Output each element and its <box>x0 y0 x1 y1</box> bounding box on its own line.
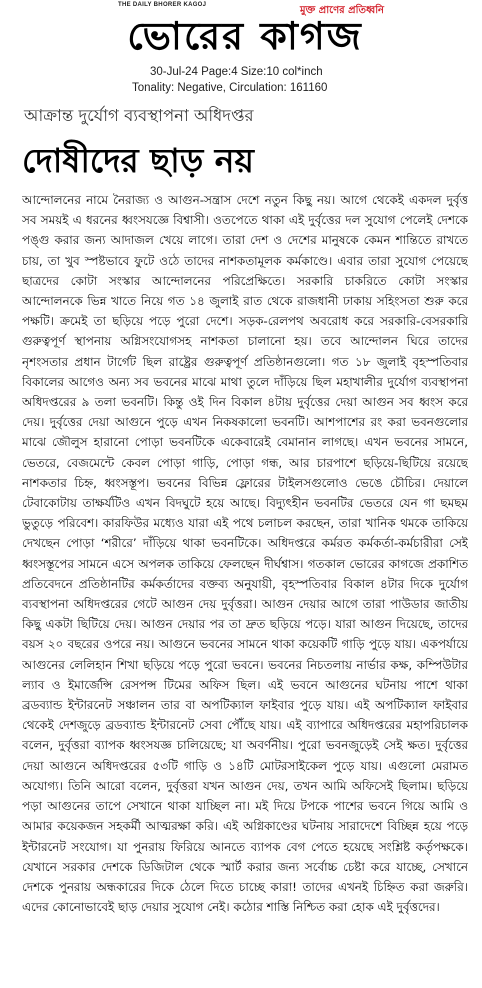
article-headline: দোষীদের ছাড় নয় <box>22 141 254 180</box>
newspaper-masthead <box>0 0 482 64</box>
paper-tagline: মুক্ত প্রাণের প্রতিধ্বনি <box>300 5 385 16</box>
article-body: আন্দোলনের নামে নৈরাজ্য ও আগুন-সন্ত্রাস দেশে নতুন কিছু নয়। আগে থেকেই একদল দুর্বৃত্ত সব সময়ই এ ধরনের ধ্বংসযজ্ঞে বিশ্বাসী। ওতপেতে থাকা এই দুর্বৃত্তের দল সুযোগ পেলেই দেশকে পঙ্গু করার জন্য আদাজল খেয়ে লাগে। তারা দেশ ও দেশের মানুষকে কেমন শান্তিতে রাখতে চায়, তা খুব স্পষ্টভাবে ফুটে ওঠে তাদের নাশকতামূলক কর্মকাণ্ডে। এবার তারা সুযোগ পেয়েছে ছাত্রদের কোটা সংস্কার আন্দোলনের পরিপ্রেক্ষিতে। সরকারি চাকরিতে কোটা সংস্কার আন্দোলনকে ভিন্ন খাতে নিয়ে গত ১৪ জুলাই রাত থেকে রাজধানী ঢাকায় সহিংসতা শুরু করে পক্ষটি। ক্রমেই তা ছড়িয়ে পড়ে পুরো দেশে। সড়ক-রেলপথ অবরোধ করে সরকারি-বেসরকারি গুরুত্বপূর্ণ স্থাপনায় অগ্নিসংযোগসহ নাশকতা চালানো হয়। তবে আন্দোলন ঘিরে তাদের নৃশংসতার প্রধান টার্গেট ছিল রাষ্ট্রের গুরুত্বপূর্ণ প্রতিষ্ঠানগুলো। গত ১৮ জুলাই বৃহস্পতিবার বিকালের আগেও অন্য সব ভবনের মাঝে মাথা তুলে দাঁড়িয়ে ছিল মহাখালীর দুর্যোগ ব্যবস্থাপনা অধিদপ্তরের ৯ তলা ভবনটি। কিন্তু ওই দিন বিকাল ৪টায় দুর্বৃত্তের দেয়া আগুন সব ধ্বংস করে দেয়। দুর্বৃত্তের দেয়া আগুনে পুড়ে এখন নিকষকালো ভবনটি। আশপাশের রং করা ভবনগুলোর মাঝে জৌলুস হারানো পোড়া ভবনটিকে একেবারেই বেমানান লাগছে। এখন ভবনের সামনে, ভেতরে, বেজমেন্টে কেবল পোড়া গাড়ি, পোড়া গন্ধ, আর চারপাশে ছড়িয়ে-ছিটিয়ে রয়েছে নাশকতার চিহ্ন, ধ্বংসস্তূপ। ভবনের বিভিন্ন ফ্লোরের টাইলসগুলোও ভেঙে চৌচির। দেয়ালে টেবাকোটায় তাক্ষর্যটিও এখন বিদঘুটে হয়ে আছে। বিদ্যুৎহীন ভবনটির ভেতরে যেন গা ছমছম ভুতুড়ে পরিবেশ। কারফিউর মধ্যেও যারা এই পথে চলাচল করছেন, তারা খানিক থমকে তাকিয়ে দেখছেন পোড়া ‘শরীরে’ দাঁড়িয়ে থাকা ভবনটিকে। অধিদপ্তরে কর্মরত কর্মকর্তা-কর্মচারীরা সেই ধ্বংসস্তূপের সামনে এসে অপলক তাকিয়ে ফেলছেন দীর্ঘশ্বাস। গতকাল ভোরের কাগজে প্রকাশিত প্রতিবেদনে প্রতিষ্ঠানটির কর্মকর্তাদের বক্তব্য অনুযায়ী, বৃহস্পতিবার বিকাল ৪টার দিকে দুর্যোগ ব্যবস্থাপনা অধিদপ্তরের গেটে আগুন দেয় দুর্বৃত্তরা। আগুন দেয়ার আগে তারা পাউডার জাতীয় কিছু একটা ছিটিয়ে দেয়। আগুন দেয়ার পর তা দ্রুত ছড়িয়ে পড়ে। যারা আগুন দিয়েছে, তাদের বয়স ২০ বছরের ওপরে নয়। আগুনে ভবনের সামনে থাকা কয়েকটি গাড়ি পুড়ে যায়। একপর্যায়ে আগুনের লেলিহান শিখা ছড়িয়ে পড়ে পুরো ভবনে। ভবনের নিচতলায় নার্ভার কক্ষ, কম্পিউটার ল্যাব ও ইমার্জেন্সি রেসপন্স টিমের অফিস ছিল। এই ভবনে আগুনের ঘটনায় পাশে থাকা ব্রডব্যান্ড ইন্টারনেট সঞ্চালন তার বা অপটিক্যাল ফাইবার পুড়ে যায়। এই অপটিক্যাল ফাইবার থেকেই দেশজুড়ে ব্রডব্যান্ড ইন্টারনেট সেবা পৌঁছে যায়। এই ব্যাপারে অধিদপ্তরের মহাপরিচালক বলেন, দুর্বৃত্তরা ব্যাপক ধ্বংসযজ্ঞ চালিয়েছে; যা অবর্ণনীয়। পুরো ভবনজুড়েই সেই ক্ষত। দুর্বৃত্তের দেয়া আগুনে অধিদপ্তরের ৫৩টি গাড়ি ও ১৪টি মোটরসাইকেল পুড়ে যায়। এগুলো মেরামত অযোগ্য। তিনি আরো বলেন, দুর্বৃত্তরা যখন আগুন দেয়, তখন আমি অফিসেই ছিলাম। ছড়িয়ে পড়া আগুনের তাপে সেখানে থাকা যাচ্ছিল না। মই দিয়ে টপকে পাশের ভবনে গিয়ে আমি ও আমার কয়েকজন সহকর্মী আত্মরক্ষা করি। এই অগ্নিকাণ্ডের ঘটনায় সারাদেশে বিচ্ছিন্ন হয়ে পড়ে ইন্টারনেট সংযোগ। যা পুনরায় ফিরিয়ে আনতে ব্যাপক বেগ পেতে হয়েছে সংশ্লিষ্ট কর্তৃপক্ষকে। যেখানে সরকার দেশকে ডিজিটাল থেকে স্মার্ট করার জন্য সর্বোচ্চ চেষ্টা করে যাচ্ছে, সেখানে দেশকে পুনরায় অন্ধকারের দিকে ঠেলে দিতে চাচ্ছে কারা! তাদের এখনই চিহ্নিত করা জরুরি। এদের কোনোভাবেই ছাড় দেয়ার সুযোগ নেই। কঠোর শাস্তি নিশ্চিত করা হোক এই দুর্বৃত্তদের। <box>22 193 468 915</box>
clipping-metadata <box>132 64 400 96</box>
paper-logo: ভোরের কাগজ <box>127 13 363 58</box>
clipping-tonality-circulation: Tonality: Negative, Circulation: 161160 <box>132 82 328 94</box>
article-kicker: আক্রান্ত দুর্যোগ ব্যবস্থাপনা অধিদপ্তর <box>24 106 254 125</box>
clipping-date-page-size: 30-Jul-24 Page:4 Size:10 col*inch <box>150 66 323 78</box>
paper-english-name: THE DAILY BHORER KAGOJ <box>118 2 207 8</box>
